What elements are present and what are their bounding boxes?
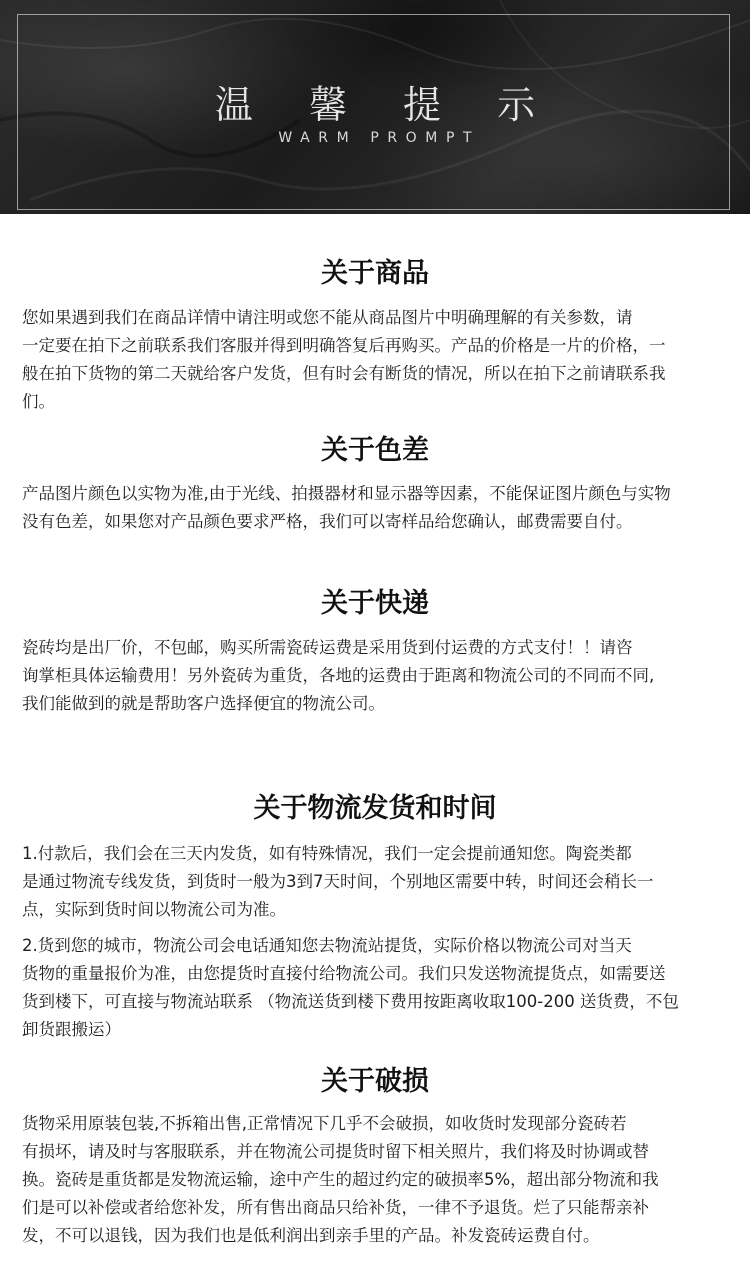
section-damage [0, 1064, 750, 1100]
section-logistics [0, 791, 750, 827]
section-delivery [0, 586, 750, 622]
section-heading: 关于商品 [321, 258, 429, 289]
section-paragraph: 产品图片颜色以实物为准,由于光线、拍摄器材和显示器等因素，不能保证图片颜色与实物 没有色差，如果您对产品颜色要求严格，我们可以寄样品给您确认，邮费需要自付。 [22, 484, 671, 531]
banner-title: 温 馨 提 示 [214, 83, 558, 127]
section-paragraph: 2.货到您的城市，物流公司会电话通知您去物流站提货，实际价格以物流公司对当天 货物的重量报价为准，由您提货时直接付给物流公司。我们只发送物流提货点，如需要送 货到楼下，可直接与物流站联系 （物流送货到楼下费用按距离收取100-200 送货费，不包 卸货跟搬运） [22, 936, 679, 1039]
section-heading: 关于破损 [321, 1066, 429, 1097]
section-heading: 关于快递 [321, 588, 429, 619]
section-product [0, 256, 750, 292]
banner-subtitle: WARM PROMPT [278, 130, 481, 146]
section-paragraph: 1.付款后，我们会在三天内发货，如有特殊情况，我们一定会提前通知您。陶瓷类都 是通过物流专线发货，到货时一般为3到7天时间，个别地区需要中转，时间还会稍长一 点，实际到货时间以物流公司为准。 [22, 844, 654, 919]
section-color-difference [0, 433, 750, 469]
section-paragraph: 您如果遇到我们在商品详情中请注明或您不能从商品图片中明确理解的有关参数，请 一定要在拍下之前联系我们客服并得到明确答复后再购买。产品的价格是一片的价格，一 般在拍下货物的第二天就给客户发货，但有时会有断货的情况，所以在拍下之前请联系我 们。 [22, 308, 666, 411]
section-heading: 关于物流发货和时间 [253, 793, 497, 824]
section-heading: 关于色差 [321, 435, 429, 466]
warm-prompt-banner [0, 0, 750, 214]
section-paragraph: 瓷砖均是出厂价，不包邮，购买所需瓷砖运费是采用货到付运费的方式支付！！请咨 询掌柜具体运输费用！另外瓷砖为重货，各地的运费由于距离和物流公司的不同而不同, 我们能做到的就是帮助客户选择便宜的物流公司。 [22, 638, 655, 713]
section-paragraph: 货物采用原装包装,不拆箱出售,正常情况下几乎不会破损，如收货时发现部分瓷砖若 有损坏，请及时与客服联系，并在物流公司提货时留下相关照片，我们将及时协调或替 换。瓷砖是重货都是发物流运输，途中产生的超过约定的破损率5%，超出部分物流和我 们是可以补偿或者给您补发，所有售出商品只给补货，一律不予退货。烂了只能帮亲补 发，不可以退钱，因为我们也是低利润出到亲手里的产品。补发瓷砖运费自付。 [22, 1114, 659, 1245]
